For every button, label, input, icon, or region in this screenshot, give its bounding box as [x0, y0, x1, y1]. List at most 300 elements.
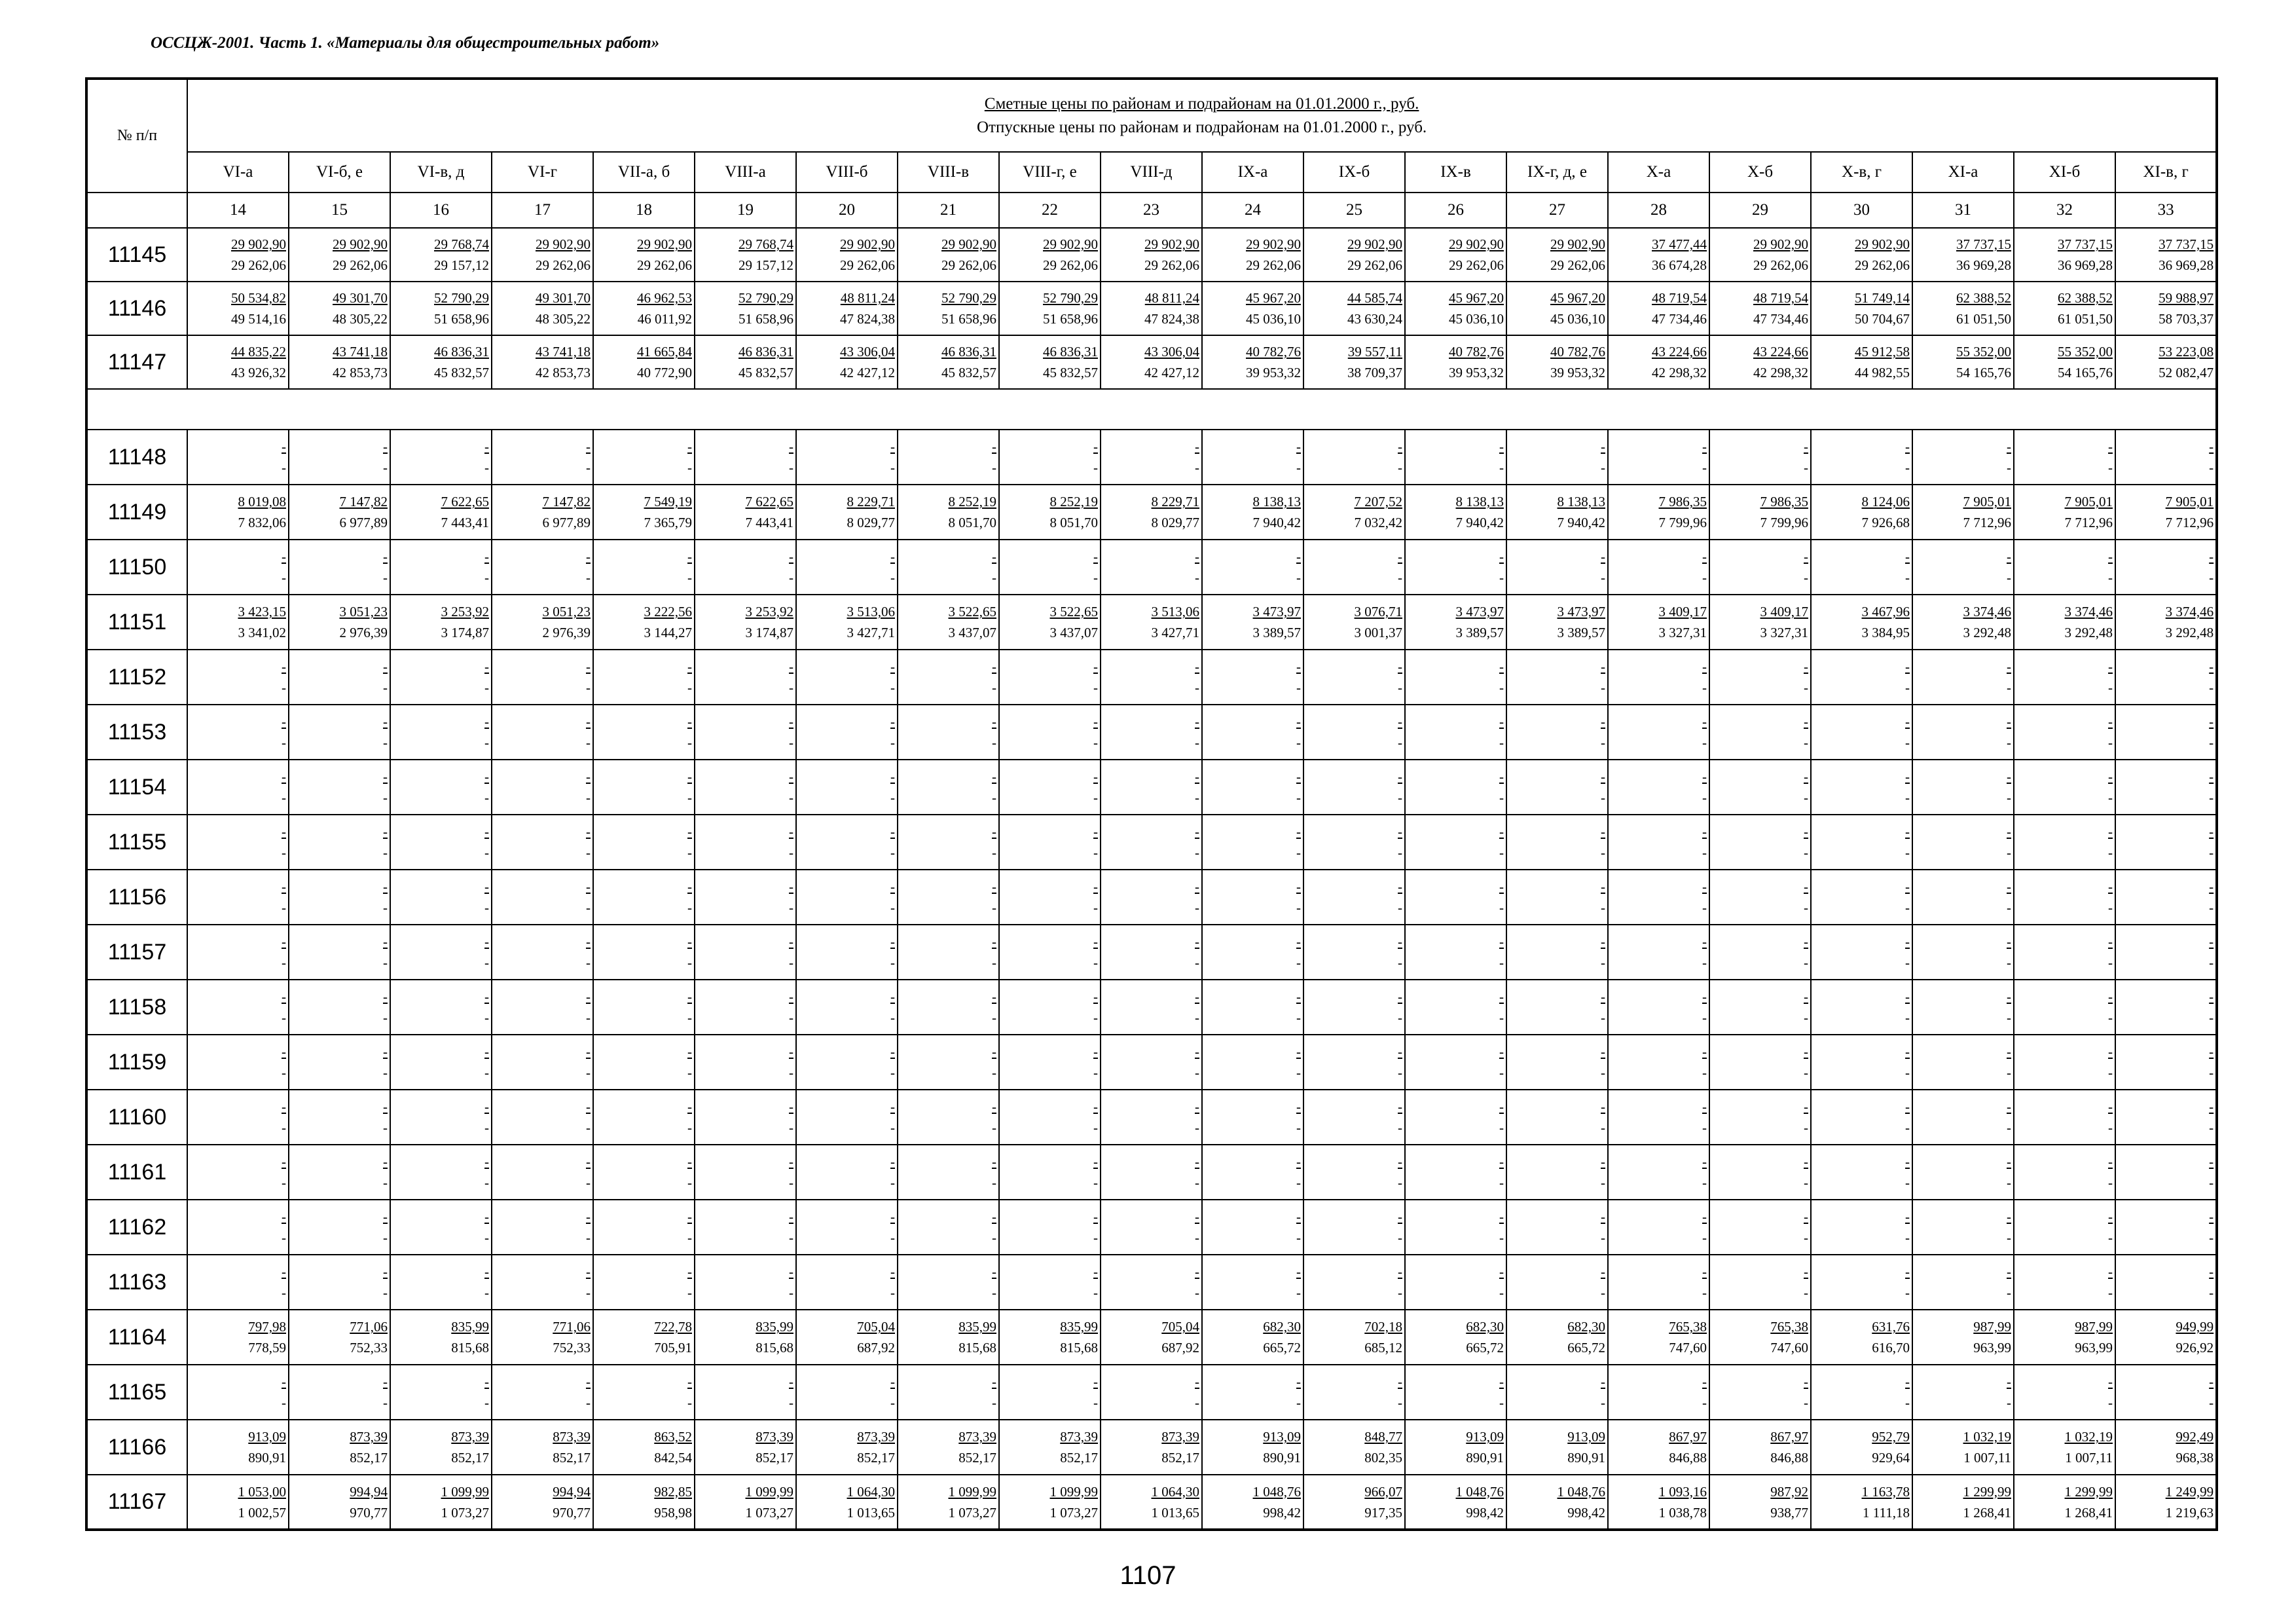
price-cell	[1912, 228, 2014, 282]
estimate-price: -	[2007, 659, 2011, 674]
price-cell	[999, 430, 1101, 485]
price-cell	[796, 980, 898, 1035]
district-header: VI-в, д	[390, 152, 492, 193]
price-cell	[1303, 228, 1405, 282]
release-price: 61 051,50	[1956, 311, 2011, 327]
estimate-price: 8 252,19	[1049, 494, 1098, 509]
price-cell	[187, 430, 289, 485]
price-cell	[492, 595, 593, 650]
price-cell	[1303, 705, 1405, 760]
release-price: -	[1398, 1010, 1402, 1025]
estimate-price: -	[282, 1264, 286, 1280]
release-price: 36 969,28	[1956, 257, 2011, 273]
release-price: -	[1804, 460, 1808, 475]
estimate-price: 7 549,19	[644, 494, 692, 509]
release-price: -	[484, 900, 489, 915]
estimate-price: 7 147,82	[542, 494, 591, 509]
release-price: -	[992, 1395, 996, 1411]
price-cell	[1506, 1475, 1608, 1530]
release-price: -	[383, 900, 388, 915]
price-cell	[289, 1035, 390, 1090]
price-cell	[1912, 1200, 2014, 1255]
release-price: -	[586, 790, 591, 805]
estimate-price: -	[890, 989, 895, 1005]
release-price: 7 032,42	[1354, 515, 1402, 530]
price-cell	[898, 335, 999, 389]
release-price: -	[890, 1230, 895, 1246]
release-price: -	[2108, 955, 2113, 970]
price-cell	[1608, 282, 1709, 335]
price-cell	[187, 760, 289, 815]
release-price: -	[586, 1065, 591, 1080]
price-cell	[289, 760, 390, 815]
estimate-price: -	[2007, 989, 2011, 1005]
release-price: 38 709,37	[1347, 365, 1402, 380]
release-price: -	[890, 790, 895, 805]
price-cell	[999, 540, 1101, 595]
estimate-price: 52 790,29	[738, 290, 793, 306]
price-cell	[796, 1035, 898, 1090]
release-price: -	[890, 460, 895, 475]
release-price: -	[1905, 1120, 1910, 1135]
release-price: -	[282, 1120, 286, 1135]
price-cell	[593, 540, 695, 595]
release-price: -	[1905, 570, 1910, 585]
estimate-price: 1 299,99	[1963, 1483, 2011, 1500]
release-price: -	[992, 460, 996, 475]
estimate-price: -	[1905, 879, 1910, 895]
price-cell	[898, 540, 999, 595]
release-price: 7 940,42	[1252, 515, 1301, 530]
release-price: -	[2108, 790, 2113, 805]
price-cell	[1202, 760, 1303, 815]
estimate-price: 53 223,08	[2159, 344, 2214, 360]
price-cell	[1912, 430, 2014, 485]
estimate-price: 1 048,76	[1252, 1483, 1301, 1500]
estimate-price: 49 301,70	[536, 290, 591, 306]
release-price: 3 174,87	[441, 625, 489, 640]
price-cell	[492, 1475, 593, 1530]
price-cell	[492, 1090, 593, 1145]
release-price: -	[1804, 570, 1808, 585]
estimate-price: 1 064,30	[847, 1483, 895, 1500]
price-cell	[187, 1310, 289, 1365]
price-cell	[695, 1090, 796, 1145]
column-number: 21	[898, 193, 999, 228]
release-price: 3 341,02	[238, 625, 286, 640]
price-cell	[1303, 1420, 1405, 1475]
release-price: -	[789, 1175, 793, 1190]
estimate-price: -	[1398, 879, 1402, 895]
release-price: 29 262,06	[637, 257, 692, 273]
column-number: 31	[1912, 193, 2014, 228]
price-cell	[1912, 485, 2014, 540]
price-cell	[492, 1145, 593, 1200]
price-cell	[1303, 335, 1405, 389]
release-price: -	[1195, 790, 1199, 805]
estimate-price: 3 222,56	[644, 604, 692, 619]
price-cell	[2014, 1145, 2115, 1200]
release-price: 36 674,28	[1652, 257, 1707, 273]
price-cell	[1101, 980, 1202, 1035]
release-price: -	[282, 900, 286, 915]
estimate-price: -	[1702, 549, 1707, 564]
release-price: -	[1398, 1175, 1402, 1190]
release-price: -	[1702, 955, 1707, 970]
price-cell	[593, 485, 695, 540]
release-price: -	[1804, 845, 1808, 860]
release-price: -	[2209, 735, 2214, 750]
estimate-price: 3 374,46	[2064, 604, 2113, 619]
estimate-price: -	[1398, 439, 1402, 454]
release-price: -	[282, 1395, 286, 1411]
price-cell	[2014, 925, 2115, 980]
release-price: -	[1296, 1175, 1301, 1190]
price-cell	[390, 540, 492, 595]
estimate-price: -	[484, 824, 489, 840]
price-cell	[2014, 1035, 2115, 1090]
estimate-price: 835,99	[756, 1319, 793, 1335]
price-cell	[1709, 430, 1811, 485]
price-cell	[1202, 1310, 1303, 1365]
row-number: 11165	[86, 1365, 187, 1420]
release-price: -	[687, 1120, 692, 1135]
price-cell	[999, 1090, 1101, 1145]
estimate-price: -	[1398, 714, 1402, 729]
price-cell	[898, 1310, 999, 1365]
release-price: -	[992, 680, 996, 695]
price-cell	[593, 228, 695, 282]
estimate-price: -	[282, 1154, 286, 1170]
release-price: -	[1195, 845, 1199, 860]
column-number: 33	[2115, 193, 2217, 228]
estimate-price: -	[687, 439, 692, 454]
estimate-price: -	[992, 1154, 996, 1170]
table-title	[187, 79, 2217, 152]
estimate-price: -	[484, 439, 489, 454]
release-price: 43 630,24	[1347, 311, 1402, 327]
release-price: -	[1905, 1010, 1910, 1025]
release-price: -	[1601, 1285, 1605, 1301]
price-cell	[695, 870, 796, 925]
column-number: 19	[695, 193, 796, 228]
price-cell	[1101, 540, 1202, 595]
estimate-price: -	[2007, 1264, 2011, 1280]
price-cell	[1608, 335, 1709, 389]
column-number: 22	[999, 193, 1101, 228]
estimate-price: 873,39	[756, 1429, 793, 1445]
price-cell	[390, 870, 492, 925]
release-price: -	[2209, 845, 2214, 860]
estimate-price: -	[890, 769, 895, 784]
release-price: -	[992, 1010, 996, 1025]
release-price: 3 427,71	[1151, 625, 1199, 640]
release-price: -	[1195, 1120, 1199, 1135]
estimate-price: -	[1195, 439, 1199, 454]
price-cell	[1506, 1310, 1608, 1365]
price-cell	[695, 1200, 796, 1255]
price-cell	[999, 282, 1101, 335]
price-cell	[1811, 815, 1912, 870]
price-cell	[2115, 705, 2217, 760]
release-price: -	[687, 955, 692, 970]
price-cell	[796, 1200, 898, 1255]
estimate-price: -	[2209, 714, 2214, 729]
release-price: 938,77	[1770, 1504, 1808, 1521]
price-cell	[2115, 650, 2217, 705]
estimate-price: -	[789, 989, 793, 1005]
release-price: -	[1499, 1120, 1504, 1135]
estimate-price: 3 374,46	[2165, 604, 2214, 619]
estimate-price: 37 737,15	[2159, 236, 2214, 252]
release-price: -	[1093, 845, 1098, 860]
estimate-price: -	[1702, 824, 1707, 840]
estimate-price: -	[383, 879, 388, 895]
price-cell	[1101, 485, 1202, 540]
release-price: -	[1398, 845, 1402, 860]
release-price: -	[992, 735, 996, 750]
row-number: 11158	[86, 980, 187, 1035]
price-cell	[1912, 540, 2014, 595]
release-price: -	[1499, 790, 1504, 805]
release-price: -	[2007, 845, 2011, 860]
estimate-price: -	[789, 1154, 793, 1170]
release-price: 47 734,46	[1652, 311, 1707, 327]
release-price: -	[1296, 1230, 1301, 1246]
release-price: 3 327,31	[1760, 625, 1808, 640]
price-cell	[999, 925, 1101, 980]
price-cell	[593, 595, 695, 650]
release-price: 747,60	[1770, 1340, 1808, 1356]
price-cell	[1912, 1420, 2014, 1475]
estimate-price: -	[1398, 659, 1402, 674]
estimate-price: -	[1601, 1374, 1605, 1390]
price-cell	[999, 1420, 1101, 1475]
estimate-price: -	[484, 1209, 489, 1225]
release-price: -	[890, 1065, 895, 1080]
price-cell	[1709, 540, 1811, 595]
release-price: -	[2007, 680, 2011, 695]
release-price: -	[1601, 845, 1605, 860]
release-price: -	[2007, 1175, 2011, 1190]
price-cell	[1608, 650, 1709, 705]
estimate-price: 873,39	[857, 1429, 895, 1445]
price-cell	[1912, 1090, 2014, 1145]
release-price: 963,99	[2075, 1340, 2113, 1356]
table-row	[86, 430, 2217, 485]
estimate-price: 7 986,35	[1760, 494, 1808, 509]
price-cell	[999, 1200, 1101, 1255]
estimate-price: 982,85	[654, 1483, 692, 1500]
release-price: 852,17	[1060, 1450, 1098, 1466]
price-cell	[593, 335, 695, 389]
price-cell	[1912, 1255, 2014, 1310]
release-price: 29 262,06	[333, 257, 388, 273]
price-cell	[1202, 1255, 1303, 1310]
estimate-price: -	[1905, 549, 1910, 564]
price-cell	[1101, 650, 1202, 705]
release-price: -	[2209, 1230, 2214, 1246]
price-cell	[1608, 228, 1709, 282]
estimate-price: 1 099,99	[441, 1483, 489, 1500]
estimate-price: 873,39	[451, 1429, 489, 1445]
estimate-price: -	[2209, 1044, 2214, 1060]
estimate-price: 43 306,04	[840, 344, 895, 360]
estimate-price: 55 352,00	[1956, 344, 2011, 360]
estimate-price: 873,39	[350, 1429, 388, 1445]
release-price: -	[1499, 680, 1504, 695]
price-cell	[390, 335, 492, 389]
price-cell	[187, 1420, 289, 1475]
price-cell	[1202, 870, 1303, 925]
release-price: 45 832,57	[941, 365, 996, 380]
price-cell	[187, 1145, 289, 1200]
estimate-price: 8 229,71	[1151, 494, 1199, 509]
price-cell	[695, 430, 796, 485]
estimate-price: 722,78	[654, 1319, 692, 1335]
estimate-price: -	[687, 824, 692, 840]
release-price: 51 658,96	[1043, 311, 1098, 327]
table-row	[86, 282, 2217, 335]
release-price: -	[2108, 1230, 2113, 1246]
row-number: 11164	[86, 1310, 187, 1365]
separator-row	[86, 389, 2217, 430]
estimate-price: -	[1093, 1209, 1098, 1225]
release-price: -	[586, 570, 591, 585]
release-price: 687,92	[857, 1340, 895, 1356]
release-price: -	[1804, 1285, 1808, 1301]
price-cell	[390, 1035, 492, 1090]
price-cell	[2014, 1310, 2115, 1365]
price-cell	[2115, 980, 2217, 1035]
release-price: -	[1398, 570, 1402, 585]
price-cell	[1811, 1255, 1912, 1310]
estimate-price: -	[1905, 714, 1910, 729]
estimate-price: 52 790,29	[1043, 290, 1098, 306]
estimate-price: 987,92	[1770, 1483, 1808, 1500]
release-price: -	[383, 735, 388, 750]
estimate-price: -	[1905, 989, 1910, 1005]
price-cell	[2115, 815, 2217, 870]
price-cell	[593, 925, 695, 980]
running-head: ОССЦЖ-2001. Часть 1. «Материалы для общестроительных работ»	[151, 34, 660, 52]
estimate-price: -	[1195, 714, 1199, 729]
release-price: -	[2007, 735, 2011, 750]
price-cell	[695, 1145, 796, 1200]
price-cell	[1506, 1200, 1608, 1255]
price-cell	[1303, 815, 1405, 870]
price-cell	[1202, 815, 1303, 870]
district-header: VIII-г, е	[999, 152, 1101, 193]
price-cell	[1101, 1090, 1202, 1145]
estimate-price: 913,09	[1466, 1429, 1504, 1445]
estimate-price: -	[2209, 1154, 2214, 1170]
release-price: 29 262,06	[536, 257, 591, 273]
release-price: -	[2209, 570, 2214, 585]
column-number: 29	[1709, 193, 1811, 228]
release-price: 3 292,48	[1963, 625, 2011, 640]
release-price: -	[282, 680, 286, 695]
price-cell	[1608, 1310, 1709, 1365]
estimate-price: -	[282, 1209, 286, 1225]
estimate-price: 40 782,76	[1246, 344, 1301, 360]
price-cell	[1405, 430, 1506, 485]
price-cell	[1405, 925, 1506, 980]
estimate-price: 62 388,52	[1956, 290, 2011, 306]
release-price: -	[586, 460, 591, 475]
price-cell	[492, 925, 593, 980]
release-price: 3 437,07	[1049, 625, 1098, 640]
estimate-price: -	[890, 1209, 895, 1225]
release-price: -	[2007, 1120, 2011, 1135]
estimate-price: -	[789, 1374, 793, 1390]
price-cell	[1709, 282, 1811, 335]
release-price: -	[1296, 460, 1301, 475]
table-row	[86, 870, 2217, 925]
estimate-price: -	[890, 879, 895, 895]
price-cell	[1405, 335, 1506, 389]
release-price: 7 799,96	[1658, 515, 1707, 530]
price-cell	[1303, 760, 1405, 815]
release-price: 7 443,41	[441, 515, 489, 530]
price-cell	[695, 980, 796, 1035]
release-price: 815,68	[451, 1340, 489, 1356]
estimate-price: 40 782,76	[1449, 344, 1504, 360]
price-cell	[593, 1035, 695, 1090]
estimate-price: 3 423,15	[238, 604, 286, 619]
release-price: -	[1398, 1285, 1402, 1301]
estimate-price: 29 902,90	[536, 236, 591, 252]
estimate-price: -	[789, 1044, 793, 1060]
release-price: 29 262,06	[1550, 257, 1605, 273]
row-number: 11153	[86, 705, 187, 760]
estimate-price: 8 252,19	[948, 494, 996, 509]
price-cell	[1811, 1200, 1912, 1255]
estimate-price: -	[586, 879, 591, 895]
release-price: 2 976,39	[339, 625, 388, 640]
price-cell	[1506, 1255, 1608, 1310]
price-cell	[1709, 1145, 1811, 1200]
estimate-price: -	[586, 989, 591, 1005]
estimate-price: 1 099,99	[948, 1483, 996, 1500]
price-cell	[796, 870, 898, 925]
price-cell	[1811, 228, 1912, 282]
release-price: -	[1499, 1230, 1504, 1246]
release-price: -	[1398, 1230, 1402, 1246]
estimate-price: 43 306,04	[1144, 344, 1199, 360]
row-number: 11147	[86, 335, 187, 389]
estimate-price: -	[2108, 714, 2113, 729]
price-cell	[1709, 925, 1811, 980]
release-price: -	[687, 1285, 692, 1301]
estimate-price: 631,76	[1872, 1319, 1910, 1335]
price-cell	[1811, 1035, 1912, 1090]
price-cell	[695, 1475, 796, 1530]
release-price: -	[992, 570, 996, 585]
estimate-price: 873,39	[1161, 1429, 1199, 1445]
release-price: -	[1499, 570, 1504, 585]
price-cell	[289, 925, 390, 980]
estimate-price: -	[282, 769, 286, 784]
estimate-price: -	[1195, 879, 1199, 895]
release-price: -	[484, 735, 489, 750]
release-price: -	[2007, 460, 2011, 475]
release-price: -	[1499, 1010, 1504, 1025]
release-price: -	[789, 1065, 793, 1080]
column-number: 30	[1811, 193, 1912, 228]
price-cell	[390, 925, 492, 980]
release-price: -	[687, 845, 692, 860]
